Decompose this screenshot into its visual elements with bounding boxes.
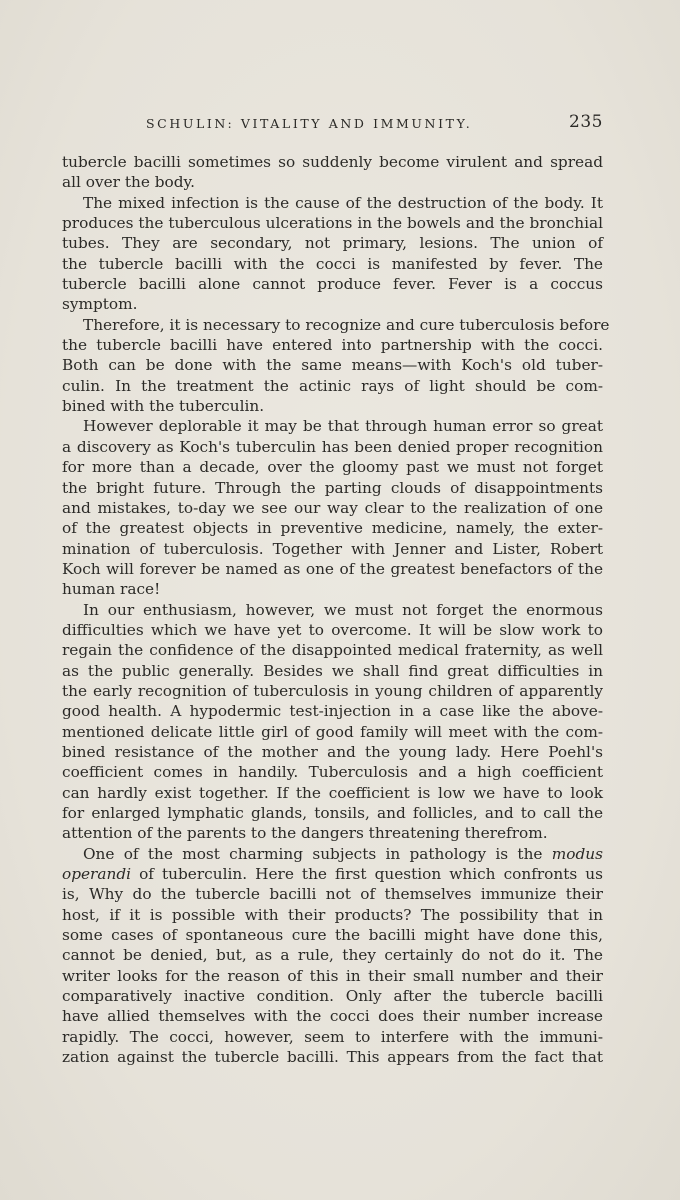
- text-line: However deplorable it may be that through human error so great: [83, 417, 603, 436]
- text-line: for more than a decade, over the gloomy past we must not forget: [62, 458, 603, 477]
- text-line: mentioned delicate little girl of good family will meet with the com-: [62, 722, 603, 741]
- text-line: produces the tuberculous ulcerations in the bowels and the bronchial: [62, 214, 603, 233]
- text-line: cannot be denied, but, as a rule, they certainly do not do it. The: [62, 946, 603, 965]
- text-line: as the public generally. Besides we shall find great difficulties in: [62, 661, 603, 680]
- text-line: for enlarged lymphatic glands, tonsils, and follicles, and to call the: [62, 804, 603, 822]
- running-title: SCHULIN: VITALITY AND IMMUNITY.: [146, 116, 473, 131]
- italic-phrase: modus: [551, 844, 603, 863]
- text-line: Therefore, it is necessary to recognize and cure tuberculosis before: [83, 315, 610, 334]
- text-line: human race!: [62, 580, 161, 599]
- text-line: rapidly. The cocci, however, seem to interfere with the immuni-: [62, 1027, 603, 1046]
- text-line: tubercle bacilli alone cannot produce fever. Fever is a coccus: [62, 275, 603, 294]
- text-line: of the greatest objects in preventive medicine, namely, the exter-: [62, 519, 603, 538]
- text-segment: of tuberculin. Here the first question which confronts us: [139, 865, 603, 884]
- text-line: all over the body.: [62, 173, 196, 192]
- italic-phrase: operandi: [62, 865, 132, 884]
- text-line: The mixed infection is the cause of the destruction of the body. It: [83, 193, 603, 212]
- text-line: can hardly exist together. If the coefficient is low we have to look: [62, 783, 603, 802]
- text-line: bined resistance of the mother and the young lady. Here Poehl's: [62, 742, 603, 761]
- text-line: writer looks for the reason of this in their small number and their: [62, 966, 603, 985]
- text-line: good health. A hypodermic test-injection in a case like the above-: [62, 702, 603, 721]
- text-segment: One of the most charming subjects in pathology is the: [83, 844, 543, 863]
- text-line: comparatively inactive condition. Only after the tubercle bacilli: [62, 987, 603, 1006]
- text-line: Koch will forever be named as one of the greatest benefactors of the: [62, 559, 603, 578]
- text-line: symptom.: [62, 295, 138, 314]
- text-line: Both can be done with the same means—with Koch's old tuber-: [62, 356, 603, 375]
- body-text: [62, 152, 610, 1067]
- text-line: In our enthusiasm, however, we must not forget the enormous: [83, 600, 603, 619]
- text-line: and mistakes, to-day we see our way clear to the realization of one: [62, 498, 603, 517]
- text-line: zation against the tubercle bacilli. This appears from the fact that: [62, 1048, 603, 1067]
- text-line: regain the confidence of the disappointed medical fraternity, as well: [62, 641, 603, 660]
- running-head: [62, 112, 603, 138]
- text-line: difficulties which we have yet to overcome. It will be slow work to: [62, 620, 603, 639]
- page-number: 235: [569, 112, 603, 132]
- text-line: a discovery as Koch's tuberculin has been denied proper recognition: [62, 437, 603, 456]
- text-line: the tubercle bacilli have entered into partnership with the cocci.: [62, 336, 603, 355]
- text-line: mination of tuberculosis. Together with Jenner and Lister, Robert: [62, 539, 603, 558]
- text-line-with-italic: [62, 864, 603, 884]
- text-line: culin. In the treatment the actinic rays of light should be com-: [62, 376, 603, 395]
- text-line-with-italic: [62, 844, 603, 864]
- text-line: tubes. They are secondary, not primary, lesions. The union of: [62, 234, 603, 253]
- text-line: is, Why do the tubercle bacilli not of themselves immunize their: [62, 885, 603, 904]
- text-line: tubercle bacilli sometimes so suddenly become virulent and spread: [62, 153, 603, 171]
- text-line: have allied themselves with the cocci does their number increase: [62, 1007, 603, 1026]
- text-line: the tubercle bacilli with the cocci is manifested by fever. The: [62, 254, 603, 273]
- text-line: bined with the tuberculin.: [62, 397, 265, 416]
- text-line: the bright future. Through the parting clouds of disappointments: [62, 478, 603, 497]
- text-line: coefficient comes in handily. Tuberculosis and a high coefficient: [62, 763, 603, 782]
- text-line: some cases of spontaneous cure the bacilli might have done this,: [62, 926, 603, 945]
- text-line: host, if it is possible with their products? The possibility that in: [62, 905, 603, 924]
- text-line: the early recognition of tuberculosis in young children of apparently: [62, 681, 603, 700]
- text-line: attention of the parents to the dangers threatening therefrom.: [62, 824, 548, 843]
